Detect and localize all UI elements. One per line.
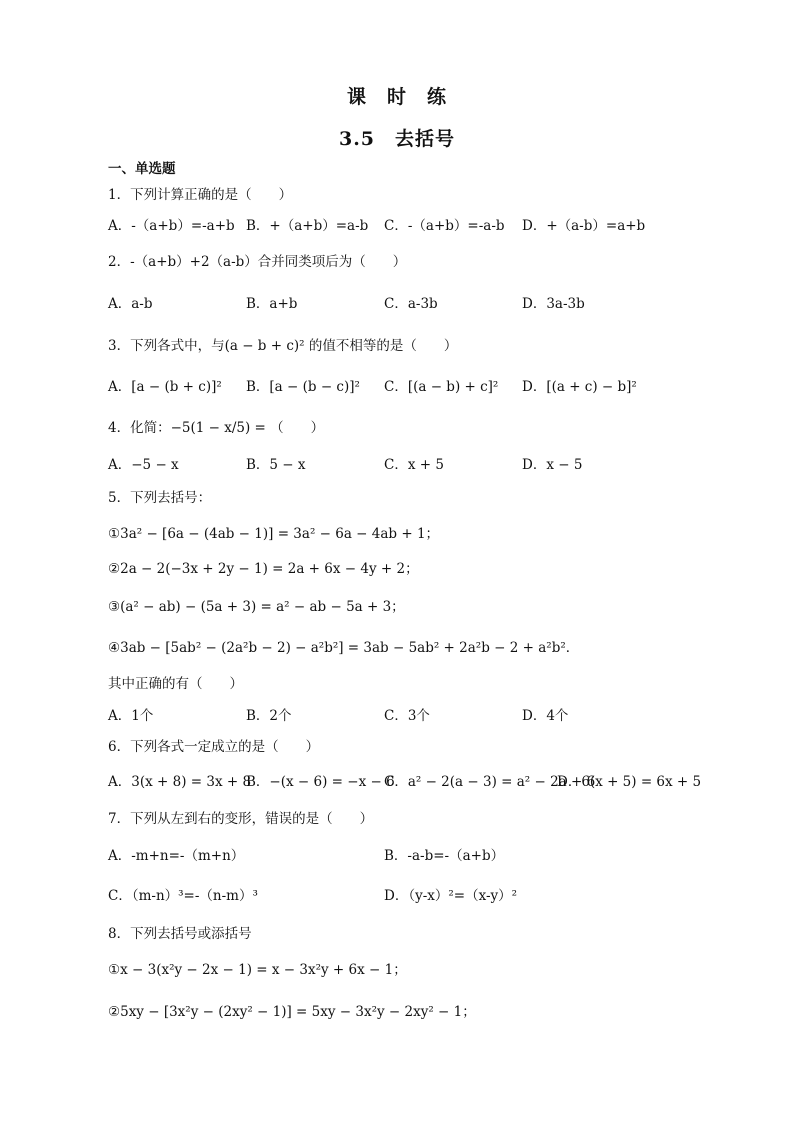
q1-stem: 1．下列计算正确的是（ ） [108,187,293,203]
q5-option-c: C．3个 [384,708,430,724]
q2-option-a: A．a-b [108,296,153,312]
q1-option-b: B．+（a+b）=a-b [246,218,369,234]
q4-option-d: D．x − 5 [522,457,583,473]
q3-option-c: C．[(a − b) + c]² [384,379,499,395]
q7-option-d: D．（y-x）²=（x-y）² [384,888,518,904]
q5-stem: 5．下列去括号： [108,490,212,506]
q3-stem: 3．下列各式中，与(a − b + c)² 的值不相等的是（ ） [108,338,458,354]
q5-option-b: B．2个 [246,708,292,724]
q6-option-c: C．a² − 2(a − 3) = a² − 2a + 6 [384,774,596,790]
q7-option-b: B．-a-b=-（a+b） [384,848,505,864]
q6-stem: 6．下列各式一定成立的是（ ） [108,739,320,755]
q8-item-1: ①x − 3(x²y − 2x − 1) = x − 3x²y + 6x − 1； [108,962,407,978]
lesson-title: 3.5 去括号 [338,128,456,150]
q5-option-d: D．4个 [522,708,569,724]
q2-option-c: C．a-3b [384,296,438,312]
q3-option-b: B．[a − (b − c)]² [246,379,360,395]
q7-option-c: C．（m-n）³=-（n-m）³ [108,888,258,904]
q5-option-a: A．1个 [108,708,154,724]
q4-option-c: C．x + 5 [384,457,444,473]
q6-option-a: A．3(x + 8) = 3x + 8 [108,774,252,790]
q8-stem: 8．下列去括号或添括号 [108,926,252,942]
q5-question: 其中正确的有（ ） [108,676,243,692]
q6-option-d: D．6(x + 5) = 6x + 5 [557,774,702,790]
q3-option-d: D．[(a + c) − b]² [522,379,637,395]
q1-option-d: D．+（a-b）=a+b [522,218,646,234]
q4-stem: 4．化简：−5(1 − x/5) = （ ） [108,420,325,436]
worksheet-title: 课 时 练 [346,86,447,108]
q1-option-a: A．-（a+b）=-a+b [108,218,235,234]
q5-item-4: ④3ab − [5ab² − (2a²b − 2) − a²b²] = 3ab − 5ab² + 2a²b − 2 + a²b²． [108,640,580,656]
q2-option-b: B．a+b [246,296,298,312]
q5-item-1: ①3a² − [6a − (4ab − 1)] = 3a² − 6a − 4ab + 1； [108,526,440,542]
q4-option-b: B．5 − x [246,457,306,473]
section-heading: 一、单选题 [108,161,176,177]
q8-item-2: ②5xy − [3x²y − (2xy² − 1)] = 5xy − 3x²y − 2xy² − 1； [108,1004,476,1020]
q5-item-3: ③(a² − ab) − (5a + 3) = a² − ab − 5a + 3； [108,599,405,615]
q1-option-c: C．-（a+b）=-a-b [384,218,505,234]
q2-stem: 2．-（a+b）+2（a-b）合并同类项后为（ ） [108,254,407,270]
q4-option-a: A．−5 − x [108,457,179,473]
q3-option-a: A．[a − (b + c)]² [108,379,222,395]
q5-item-2: ②2a − 2(−3x + 2y − 1) = 2a + 6x − 4y + 2； [108,561,419,577]
q7-option-a: A．-m+n=-（m+n） [108,848,245,864]
q7-stem: 7．下列从左到右的变形，错误的是（ ） [108,811,374,827]
q2-option-d: D．3a-3b [522,296,585,312]
q6-option-b: B．−(x − 6) = −x − 6 [246,774,395,790]
